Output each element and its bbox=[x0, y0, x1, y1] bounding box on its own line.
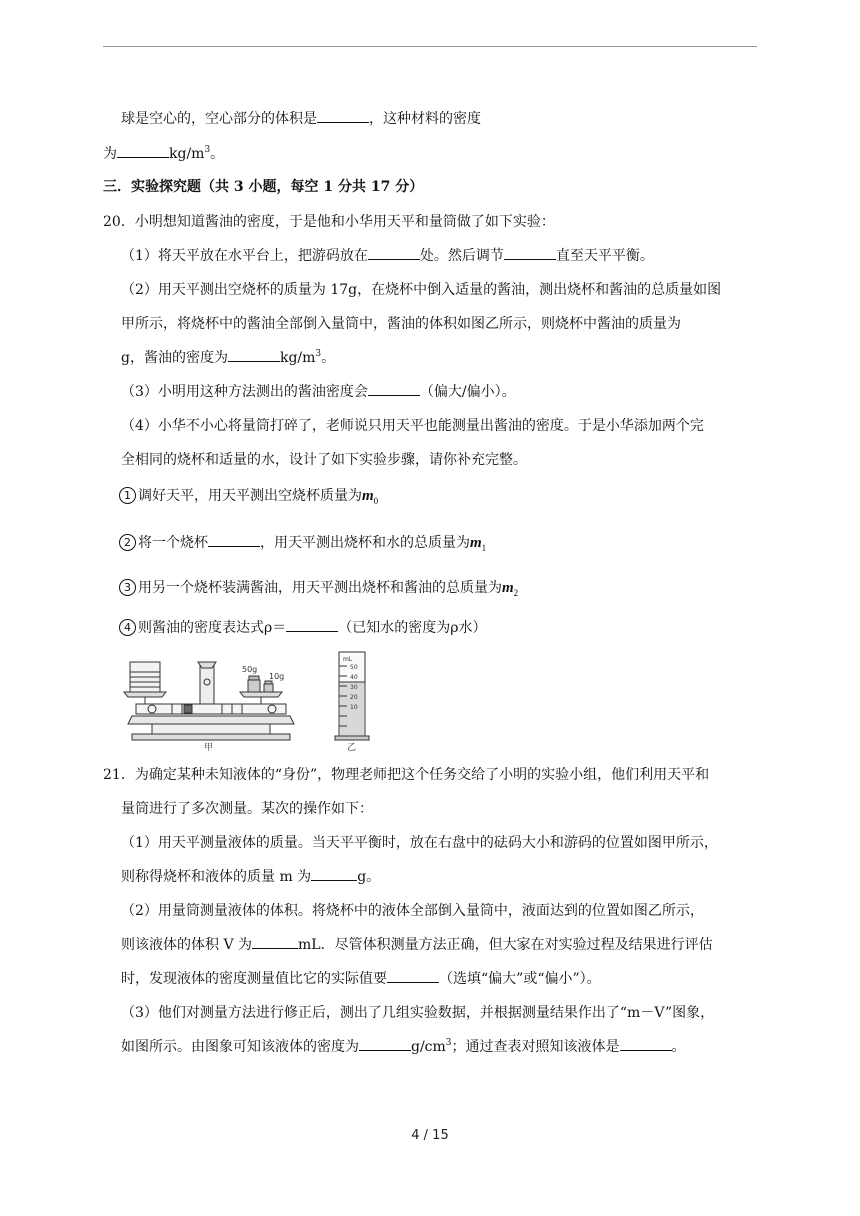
text: 时，发现液体的密度测量值比它的实际值要 bbox=[121, 971, 387, 987]
answer-blank[interactable] bbox=[286, 619, 338, 632]
header-rule bbox=[103, 46, 757, 47]
circled-number: 3 bbox=[119, 579, 136, 596]
answer-blank[interactable] bbox=[387, 970, 439, 983]
text: （1）将天平放在水平台上，把游码放在 bbox=[121, 248, 368, 264]
step-1 bbox=[119, 486, 378, 511]
text-line bbox=[121, 1037, 686, 1057]
text: （3）小明用这种方法测出的酱油密度会 bbox=[121, 384, 368, 400]
weight-label-10: 10g bbox=[269, 672, 285, 681]
text-line bbox=[121, 382, 516, 402]
answer-blank[interactable] bbox=[317, 110, 369, 123]
text: 处。然后调节 bbox=[419, 248, 504, 264]
text-line: （4）小华不小心将量筒打碎了，老师说只用天平也能测量出酱油的密度。于是小华添加两个完 bbox=[121, 418, 704, 434]
text-line: （3）他们对测量方法进行修正后，测出了几组实验数据，并根据测量结果作出了“m－V”图象， bbox=[121, 1005, 715, 1021]
cylinder-unit: mL bbox=[343, 656, 353, 663]
unit: kg/m bbox=[279, 350, 316, 366]
tick-label: 30 bbox=[350, 684, 358, 691]
text: ；通过查表对照知该液体是 bbox=[451, 1039, 620, 1055]
text-line bbox=[103, 144, 224, 164]
answer-blank[interactable] bbox=[228, 349, 280, 362]
text: mL．尽管体积测量方法正确，但大家在对实验过程及结果进行评估 bbox=[298, 937, 713, 953]
text: ，这种材料的密度 bbox=[369, 111, 481, 127]
tick-label: 10 bbox=[350, 704, 358, 711]
text: 。 bbox=[210, 146, 225, 162]
text-line bbox=[121, 969, 601, 989]
text-line bbox=[121, 109, 481, 129]
page-number: 4 / 15 bbox=[411, 1128, 449, 1143]
superscript: 3 bbox=[204, 145, 211, 155]
unit: kg/m bbox=[169, 146, 205, 162]
text-line: 量筒进行了多次测量。某次的操作如下： bbox=[121, 801, 373, 817]
text: （偏大/偏小）。 bbox=[419, 384, 516, 400]
text: 则称得烧杯和液体的质量 m 为 bbox=[121, 869, 312, 885]
text: g，酱油的密度为 bbox=[121, 350, 228, 366]
text: 。 bbox=[671, 1039, 686, 1055]
cylinder-figure bbox=[333, 648, 373, 752]
figure-label-yi: 乙 bbox=[347, 743, 357, 752]
text-line bbox=[121, 348, 335, 368]
answer-blank[interactable] bbox=[208, 534, 260, 547]
text: 调好天平，用天平测出空烧杯质量为 bbox=[138, 488, 362, 504]
answer-blank[interactable] bbox=[359, 1038, 411, 1051]
text: 球是空心的，空心部分的体积是 bbox=[121, 111, 317, 127]
step-3 bbox=[119, 578, 518, 603]
text: （已知水的密度为ρ水） bbox=[338, 620, 487, 636]
math-var: $m_0$ bbox=[362, 488, 379, 506]
unit: g/cm bbox=[411, 1039, 446, 1055]
math-var: $m_2$ bbox=[502, 580, 519, 598]
text: 则该液体的体积 V 为 bbox=[121, 937, 253, 953]
figure-label-jia: 甲 bbox=[204, 743, 214, 752]
tick-label: 20 bbox=[350, 694, 358, 701]
tick-label: 50 bbox=[350, 664, 358, 671]
text: 用另一个烧杯装满酱油，用天平测出烧杯和酱油的总质量为 bbox=[138, 580, 502, 596]
text-line bbox=[121, 935, 713, 955]
text: 则酱油的密度表达式ρ＝ bbox=[138, 620, 287, 636]
superscript: 3 bbox=[315, 349, 322, 359]
section-heading: 三．实验探究题（共 3 小题，每空 1 分共 17 分） bbox=[103, 179, 424, 195]
step-2 bbox=[119, 533, 486, 558]
answer-blank[interactable] bbox=[252, 936, 298, 949]
text: ，用天平测出烧杯和水的总质量为 bbox=[260, 535, 470, 551]
text: 如图所示。由图象可知该液体的密度为 bbox=[121, 1039, 359, 1055]
text-line bbox=[121, 246, 654, 266]
answer-blank[interactable] bbox=[311, 868, 357, 881]
text-line bbox=[121, 867, 380, 887]
circled-number: 1 bbox=[119, 487, 136, 504]
question-21: 21．为确定某种未知液体的“身份”，物理老师把这个任务交给了小明的实验小组，他们利用天平和 bbox=[103, 767, 710, 783]
balance-figure bbox=[122, 652, 297, 752]
text: 将一个烧杯 bbox=[138, 535, 208, 551]
text-line: （2）用量筒测量液体的体积。将烧杯中的液体全部倒入量筒中，液面达到的位置如图乙所示， bbox=[121, 903, 704, 919]
answer-blank[interactable] bbox=[117, 145, 169, 158]
superscript: 3 bbox=[445, 1038, 452, 1048]
text: g。 bbox=[357, 869, 381, 885]
text-line: （1）用天平测量液体的质量。当天平平衡时，放在右盘中的砝码大小和游码的位置如图甲所示， bbox=[121, 835, 718, 851]
text: 为 bbox=[103, 146, 117, 162]
answer-blank[interactable] bbox=[368, 383, 420, 396]
answer-blank[interactable] bbox=[368, 247, 420, 260]
text: 直至天平平衡。 bbox=[555, 248, 654, 264]
text: （选填“偏大”或“偏小”）。 bbox=[439, 971, 601, 987]
circled-number: 2 bbox=[119, 534, 136, 551]
tick-label: 40 bbox=[350, 674, 358, 681]
weight-label-50: 50g bbox=[242, 665, 258, 674]
answer-blank[interactable] bbox=[620, 1038, 672, 1051]
answer-blank[interactable] bbox=[504, 247, 556, 260]
question-20: 20．小明想知道酱油的密度，于是他和小华用天平和量筒做了如下实验： bbox=[103, 214, 555, 230]
step-4 bbox=[119, 618, 486, 638]
math-var: $m_1$ bbox=[470, 535, 487, 553]
text-line: 全相同的烧杯和适量的水，设计了如下实验步骤，请你补充完整。 bbox=[121, 452, 527, 468]
text-line: （2）用天平测出空烧杯的质量为 17g，在烧杯中倒入适量的酱油，测出烧杯和酱油的总质量如图 bbox=[121, 282, 722, 298]
circled-number: 4 bbox=[119, 619, 136, 636]
text-line: 甲所示，将烧杯中的酱油全部倒入量筒中，酱油的体积如图乙所示，则烧杯中酱油的质量为 bbox=[121, 316, 681, 332]
text: 。 bbox=[321, 350, 336, 366]
